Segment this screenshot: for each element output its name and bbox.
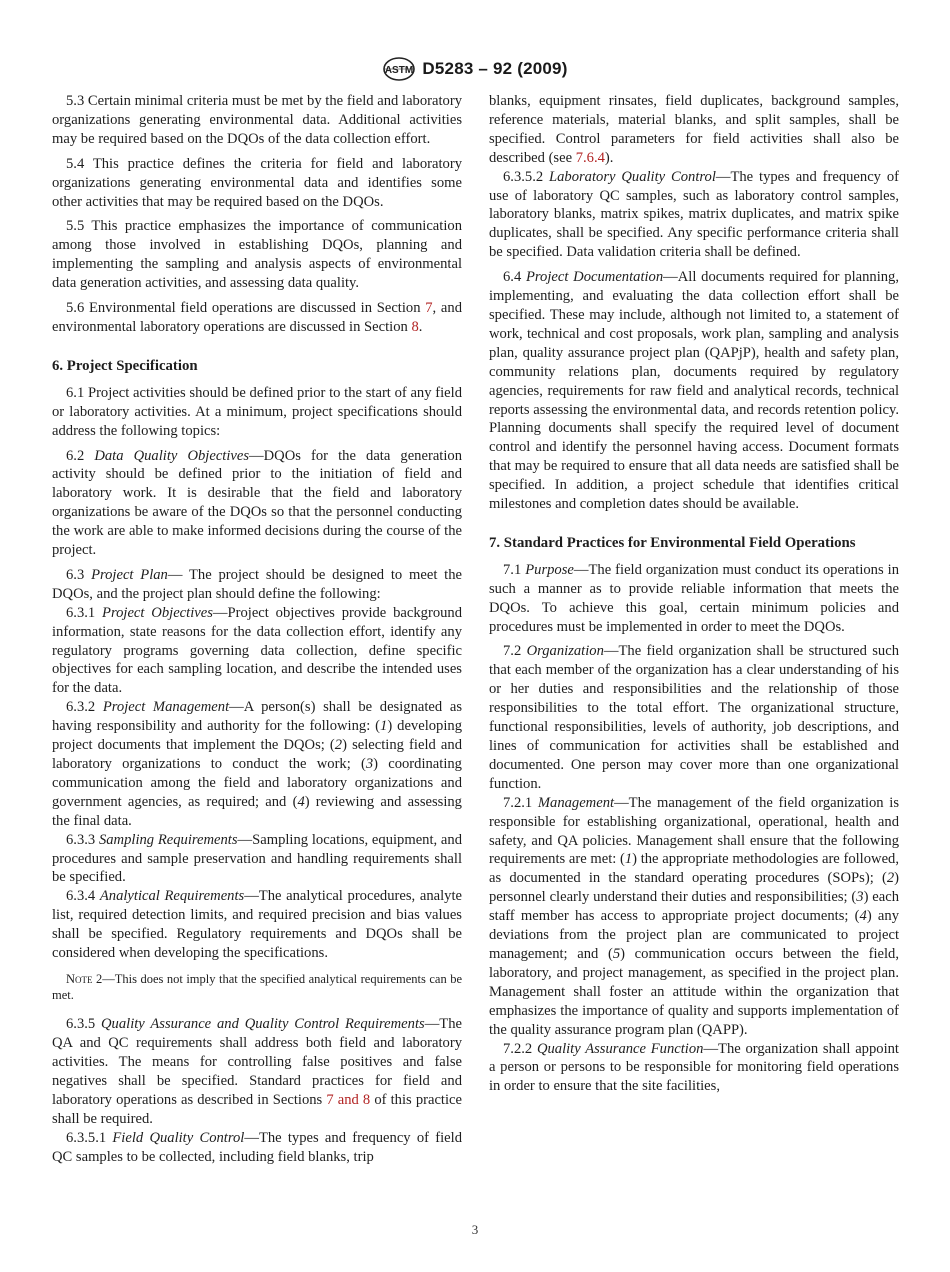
paragraph-6-3-5: 6.3.5 Quality Assurance and Quality Control Requirements—The QA and QC requirements shall address both field and laboratory activities. The means for controlling false positives and false negatives shall be specified. Standard practices for field and laboratory operations as described in Sections 7 and 8 of this practice shall be required. [52, 1016, 462, 1127]
paragraph-7-2-2: 7.2.2 Quality Assurance Function—The organization shall appoint a person or persons to be responsible for monitoring field operations in order to ensure that the site facilities, [489, 1040, 899, 1095]
paragraph-7-2: 7.2 Organization—The field organization shall be structured such that each member of the organization has a clear understanding of his or her duties and responsibilities and the relationship of those responsibilities to the total effort. The organizational structure, functional responsibilities, levels of authority, job descriptions, and lines of communication for activities shall be established and documented. One person may cover more than one organizational function. [489, 643, 899, 792]
right-column [489, 92, 899, 1096]
document-id: D5283 – 92 (2009) [422, 59, 568, 78]
paragraph-6-3-2: 6.3.2 Project Management—A person(s) shall be designated as having responsibility and authority for the following: (1) developing project documents that implement the DQOs; (2) selecting field and laboratory organizations to conduct the work; (3) coordinating communication among the field and laboratory organizations and government agencies, as required; and (4) reviewing and assessing the final data. [52, 699, 462, 829]
paragraph-6-4: 6.4 Project Documentation—All documents required for planning, implementing, and evaluating the data collection effort shall be specified. These may include, although not limited to, a statement of work, technical and cost proposals, work plan, sampling and analysis plan, quality assurance project plan (QAPjP), health and safety plan, community relations plan, documents required by regulatory agencies, requirements for raw field and analytical records, technical reports assessing the environmental data, and records retention policy. Planning documents shall specify the required level of document control and identify the personnel having access. Document formats that may be required to ensure that all data needs are satisfied shall be specified. In addition, a project schedule that identifies critical milestones and completion dates should be available. [489, 269, 900, 513]
section-7-6-4-link[interactable]: 7.6.4 [575, 149, 605, 166]
paragraph-6-3-5-1: 6.3.5.1 Field Quality Control—The types and frequency of field QC samples to be collected, including field blanks, trip [52, 1129, 463, 1165]
paragraph-7-2-1: 7.2.1 Management—The management of the field organization is responsible for establishing organizational, operational, health and safety, and QA policies. Management shall ensure that the following requirements are met: (1) the appropriate methodologies are followed, as documented in the standard operating procedures (SOPs); (2) personnel clearly understand their duties and responsibilities; (3) each staff member has access to appropriate project documents; (4) any deviations from the project plan are communicated to project management; and (5) communication occurs between the field, laboratory, and project management, as specified in the project plan. Management shall foster an attitude within the organization that emphasizes the importance of quality and supports implementation of the quality assurance program plan (QAPP). [489, 794, 899, 1038]
section-8-link[interactable]: 8 [411, 318, 419, 335]
svg-text:ASTM: ASTM [385, 65, 414, 76]
paragraph-6-3-3: 6.3.3 Sampling Requirements—Sampling locations, equipment, and procedures and sample preservation and handling requirements shall be specified. [52, 831, 463, 886]
page-number: 3 [471, 1222, 479, 1237]
paragraph-6-3-5-1-continued: blanks, equipment rinsates, field duplicates, background samples, reference materials, material blanks, and split samples, shall be specified. Control parameters for field activities shall also be described (see 7.6.4). [489, 93, 899, 166]
paragraph-6-3-5-2: 6.3.5.2 Laboratory Quality Control—The types and frequency of use of laboratory QC samples, such as laboratory control samples, laboratory blanks, matrix spikes, matrix duplicates, and matrix spike duplicates, shall be specified. Any specific performance criteria shall be specified. Data validation criteria shall be defined. [489, 168, 899, 261]
paragraph-7-1: 7.1 Purpose—The field organization must conduct its operations in such a manner as to provide reliable information that meets the DQOs. To achieve this goal, certain minimum policies and procedures must be implemented in order to meet the DQOs. [489, 561, 899, 635]
sections-7-and-8-link[interactable]: 7 and 8 [326, 1092, 371, 1109]
paragraph-6-3-4: 6.3.4 Analytical Requirements—The analytical procedures, analyte list, required detection limits, and required precision and bias values shall be specified. Regulatory requirements and DQOs shall be considered when developing the specifications. [52, 888, 462, 962]
section-7-link[interactable]: 7 [425, 300, 433, 317]
paragraph-5-3: 5.3 Certain minimal criteria must be met by the field and laboratory organizations generating environmental data. Additional activities may be required based on the DQOs of the data collection effort. [52, 93, 462, 147]
paragraph-5-4: 5.4 This practice defines the criteria for field and laboratory organizations generating environmental data and identifies some other activities that may be required based on the DQOs. [52, 155, 462, 210]
paragraph-6-2: 6.2 Data Quality Objectives—DQOs for the data generation activity should be defined prior to the initiation of field and laboratory work. It is desirable that the field and laboratory organizations be aware of the DQOs so that the personnel conducting the work are able to make informed decisions during the course of the project. [52, 447, 462, 559]
paragraph-6-1: 6.1 Project activities should be defined prior to the start of any field or laboratory activities. At a minimum, project specifications should address the following topics: [52, 384, 462, 439]
section-heading-6: 6. Project Specification [52, 357, 198, 374]
paragraph-5-5: 5.5 This practice emphasizes the importance of communication among those involved in establishing DQOs, planning and implementing the sampling and analysis aspects of environmental data generation activities, and assessing data quality. [52, 218, 462, 292]
page-header [0, 56, 950, 82]
paragraph-5-6: 5.6 Environmental field operations are discussed in Section 7, and environmental laboratory operations are discussed in Section 8. [52, 300, 462, 335]
note-2: Note 2—This does not imply that the specified analytical requirements can be met. [52, 971, 462, 1002]
paragraph-6-3: 6.3 Project Plan— The project should be designed to meet the DQOs, and the project plan should define the following: [52, 566, 463, 602]
left-column [52, 92, 462, 1167]
paragraph-6-3-1: 6.3.1 Project Objectives—Project objectives provide background information, state reasons for the data collection effort, identify any regulatory programs governing data collection, define specific objectives for each sampling location, and describe the intended uses for the data. [52, 604, 463, 697]
astm-logo-icon [382, 56, 416, 82]
section-heading-7: 7. Standard Practices for Environmental Field Operations [489, 534, 856, 551]
